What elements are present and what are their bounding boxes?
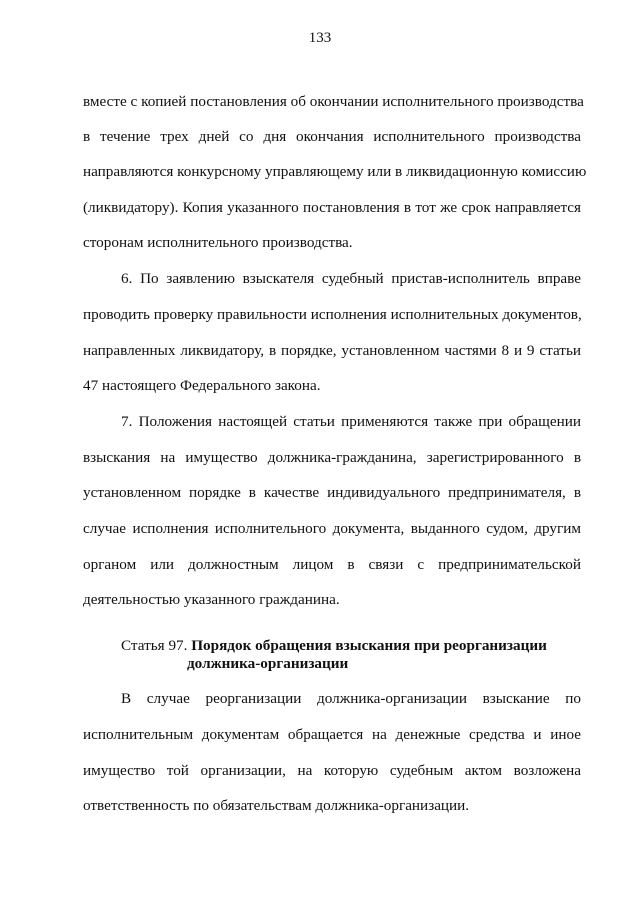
article-heading-line-1 (121, 637, 547, 655)
article-number: Статья 97. (121, 637, 188, 654)
text-line: имущество той организации, на которую судебным актом возложена (83, 762, 581, 779)
text-line: 6. По заявлению взыскателя судебный пристав-исполнитель вправе (121, 270, 581, 287)
text-line: в течение трех дней со дня окончания исполнительного производства (83, 128, 581, 145)
text-line: направленных ликвидатору, в порядке, установленном частями 8 и 9 статьи (83, 342, 581, 359)
text-line: органом или должностным лицом в связи с предпринимательской (83, 556, 581, 573)
text-line: 7. Положения настоящей статьи применяются также при обращении (121, 413, 581, 430)
text-line: (ликвидатору). Копия указанного постановления в тот же срок направляется (83, 199, 581, 216)
article-title: Порядок обращения взыскания при реорганизации (191, 637, 547, 654)
text-line: ответственность по обязательствам должника-организации. (83, 797, 470, 814)
text-line: 47 настоящего Федерального закона. (83, 377, 321, 394)
text-line: исполнительным документам обращается на денежные средства и иное (83, 726, 581, 743)
text-line: сторонам исполнительного производства. (83, 234, 353, 251)
article-heading-line-2 (187, 655, 348, 673)
article-title-continuation: должника-организации (187, 655, 349, 672)
text-line: вместе с копией постановления об окончании исполнительного производства (83, 93, 584, 110)
text-line: случае исполнения исполнительного документа, выданного судом, другим (83, 520, 581, 537)
text-line: взыскания на имущество должника-гражданина, зарегистрированного в (83, 449, 581, 466)
text-line: деятельностью указанного гражданина. (83, 591, 340, 608)
page-number: 133 (308, 30, 332, 46)
text-line: установленном порядке в качестве индивидуального предпринимателя, в (83, 484, 581, 501)
text-line: проводить проверку правильности исполнения исполнительных документов, (83, 306, 582, 323)
text-line: направляются конкурсному управляющему или в ликвидационную комиссию (83, 163, 587, 180)
text-line: В случае реорганизации должника-организации взыскание по (121, 690, 581, 707)
